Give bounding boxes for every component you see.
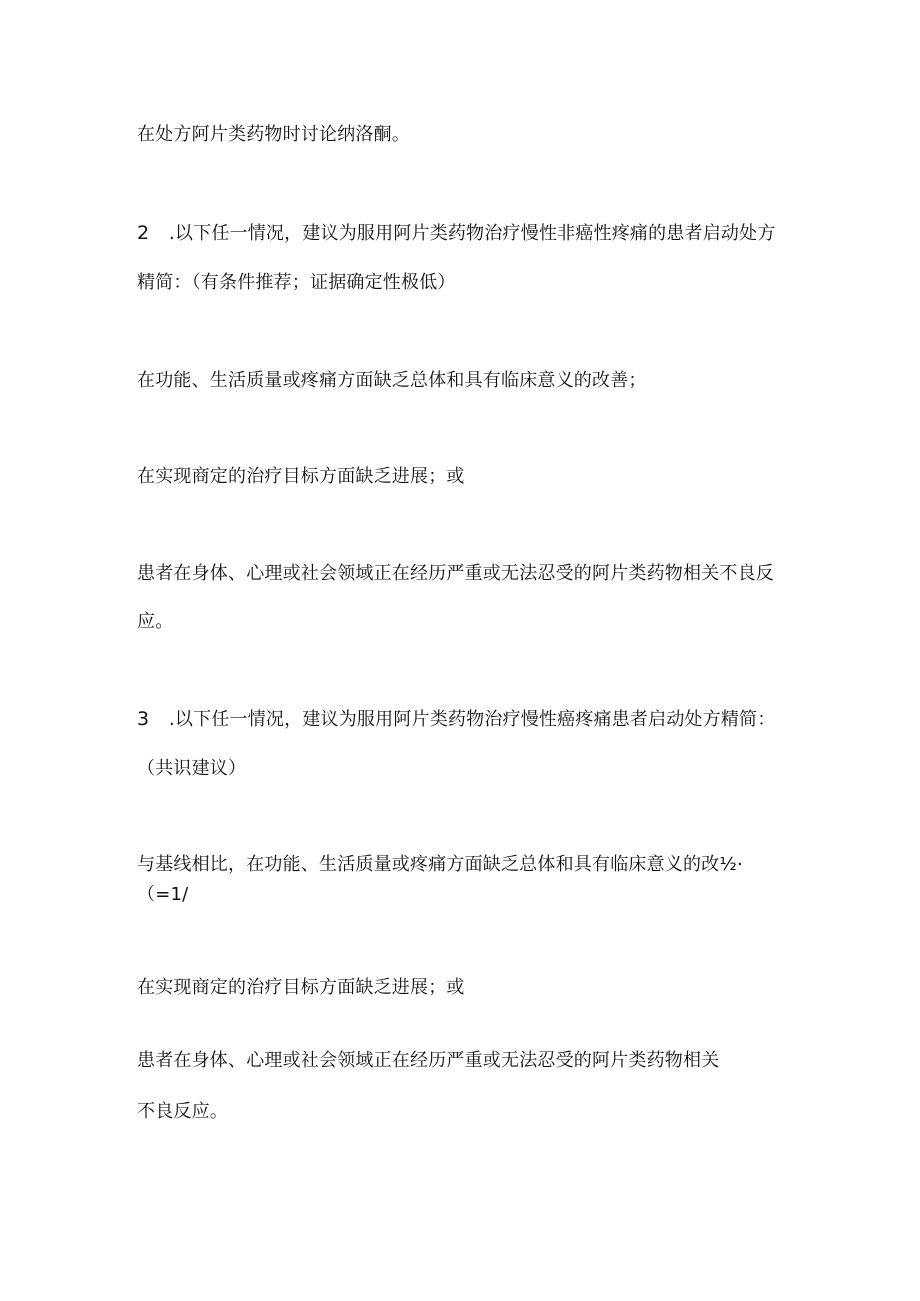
item-2-heading bbox=[137, 222, 776, 245]
item-number: 3 bbox=[137, 708, 150, 730]
item-number: 2 bbox=[137, 222, 150, 244]
paragraph-naloxone: 在处方阿片类药物时讨论纳洛酮。 bbox=[137, 124, 410, 145]
item-3-recommendation: （共识建议） bbox=[137, 758, 247, 779]
item-text: .以下任一情况，建议为服用阿片类药物治疗慢性非癌性疼痛的患者启动处方 bbox=[169, 223, 776, 244]
criterion-fragment: （=1/ bbox=[137, 884, 189, 905]
criterion-line-continuation: 应。 bbox=[137, 611, 174, 632]
criterion-line: 在功能、生活质量或疼痛方面缺乏总体和具有临床意义的改善； bbox=[137, 370, 647, 391]
item-2-recommendation: 精简：（有条件推荐；证据确定性极低） bbox=[137, 272, 456, 293]
criterion-line: 在实现商定的治疗目标方面缺乏进展；或 bbox=[137, 977, 465, 998]
criterion-line-continuation: 不良反应。 bbox=[137, 1101, 228, 1122]
criterion-line: 与基线相比，在功能、生活质量或疼痛方面缺乏总体和具有临床意义的改½· bbox=[137, 854, 743, 875]
criterion-line: 在实现商定的治疗目标方面缺乏进展；或 bbox=[137, 466, 465, 487]
item-text: .以下任一情况，建议为服用阿片类药物治疗慢性癌疼痛患者启动处方精简： bbox=[169, 709, 776, 730]
criterion-line: 患者在身体、心理或社会领域正在经历严重或无法忍受的阿片类药物相关 bbox=[137, 1050, 720, 1071]
item-3-heading bbox=[137, 708, 776, 731]
criterion-line: 患者在身体、心理或社会领域正在经历严重或无法忍受的阿片类药物相关不良反 bbox=[137, 563, 774, 584]
